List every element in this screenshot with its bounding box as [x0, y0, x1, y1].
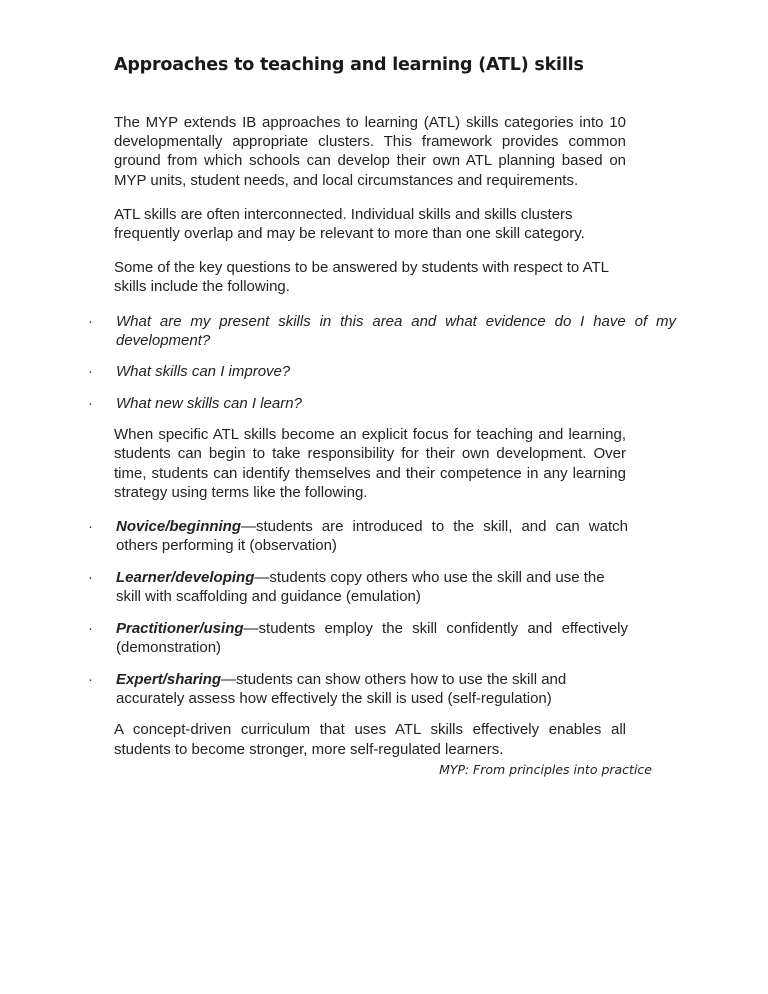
- question-text: What are my present skills in this area and what evidence do I have of my development?: [116, 312, 676, 350]
- bullet-icon: ·: [88, 394, 93, 412]
- term-description: —students copy others who use the skill and use the skill with scaffolding and guidance (emulation): [116, 568, 605, 606]
- question-text: What new skills can I learn?: [116, 394, 302, 412]
- paragraph-key-questions-lead: Some of the key questions to be answered by students with respect to ATL skills include the following.: [114, 259, 609, 296]
- list-item: [88, 362, 676, 381]
- paragraph-explicit-focus: When specific ATL skills become an explicit focus for teaching and learning, students can begin to take responsibility for their own development. Over time, students can identify themselves and their competence in any learning strategy using terms like the following.: [114, 426, 626, 501]
- bullet-icon: ·: [88, 619, 93, 637]
- bullet-icon: ·: [88, 568, 93, 586]
- list-item: [88, 312, 676, 351]
- list-item: [88, 619, 628, 658]
- bullet-icon: ·: [88, 312, 93, 330]
- list-item: [88, 670, 628, 709]
- document-body: [88, 113, 676, 774]
- source-attribution: MYP: From principles into practice: [439, 762, 652, 777]
- term-label: Learner/developing: [116, 568, 255, 586]
- term-description: —students can show others how to use the skill and accurately assess how effectively the skill is used (self-regulation): [116, 670, 567, 707]
- list-item: [88, 394, 676, 413]
- page-title: Approaches to teaching and learning (ATL) skills: [114, 54, 584, 75]
- bullet-icon: ·: [88, 363, 93, 381]
- term-description: —students are introduced to the skill, and can watch others performing it (observation): [116, 518, 628, 555]
- competence-terms-list: [88, 517, 628, 708]
- term-label: Practitioner/using: [116, 619, 244, 637]
- term-label: Expert/sharing: [116, 670, 222, 688]
- paragraph-conclusion: A concept-driven curriculum that uses ATL skills effectively enables all students to become stronger, more self-regulated learners.: [114, 721, 626, 758]
- list-item: [88, 517, 628, 556]
- bullet-icon: ·: [88, 670, 93, 688]
- term-label: Novice/beginning: [116, 518, 242, 536]
- list-item: [88, 568, 628, 607]
- term-description: —students employ the skill confidently and effectively (demonstration): [116, 619, 628, 657]
- questions-list: [88, 312, 676, 414]
- paragraph-interconnected: ATL skills are often interconnected. Individual skills and skills clusters frequently overlap and may be relevant to more than one skill category.: [114, 205, 585, 243]
- question-text: What skills can I improve?: [116, 363, 291, 381]
- bullet-icon: ·: [88, 518, 93, 536]
- paragraph-intro: The MYP extends IB approaches to learning (ATL) skills categories into 10 developmentally appropriate clusters. This framework provides common ground from which schools can develop their own ATL planning based on MYP units, student needs, and local circumstances and requirements.: [114, 114, 626, 189]
